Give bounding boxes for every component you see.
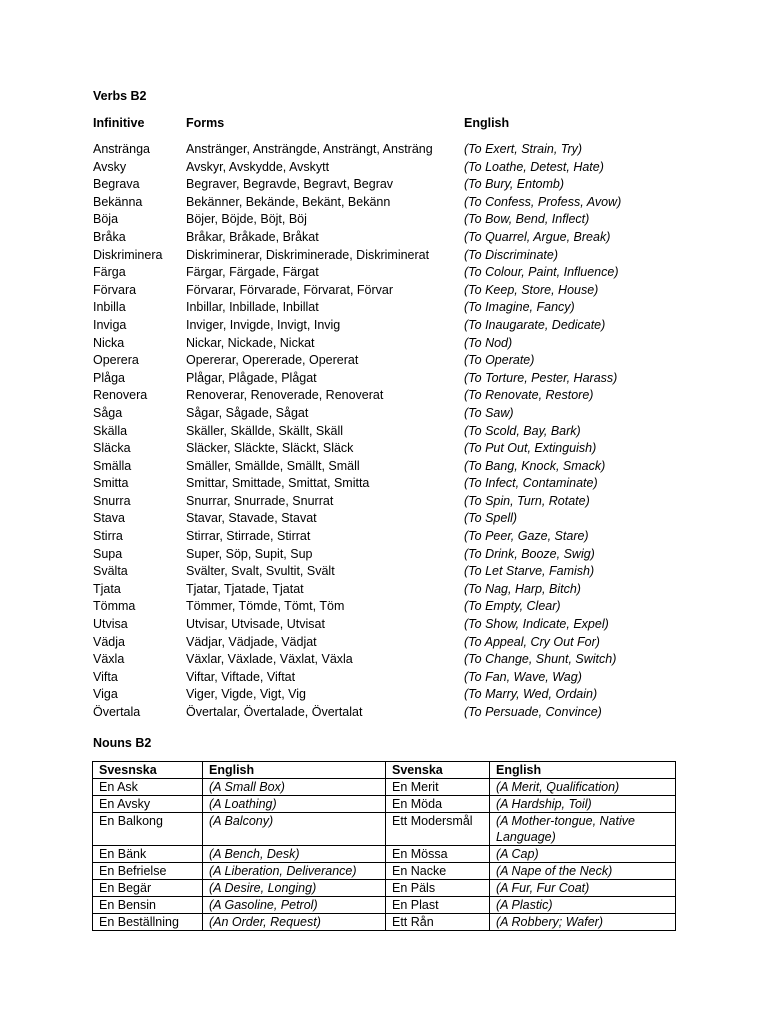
verb-forms: Smittar, Smittade, Smittat, Smitta xyxy=(186,476,370,491)
verb-forms: Viftar, Viftade, Viftat xyxy=(186,669,296,684)
verb-row xyxy=(0,546,768,564)
verb-row xyxy=(0,528,768,546)
verb-english: (To Scold, Bay, Bark) xyxy=(464,423,581,438)
noun-svenska: En Plast xyxy=(386,897,490,914)
verb-infinitive: Såga xyxy=(93,405,123,420)
verb-forms: Övertalar, Övertalade, Övertalat xyxy=(186,705,363,719)
nouns-table-body xyxy=(93,779,676,931)
noun-english: (A Robbery; Wafer) xyxy=(490,914,676,931)
verb-row xyxy=(0,423,768,441)
verb-infinitive: Utvisa xyxy=(93,617,128,632)
verb-infinitive: Nicka xyxy=(93,335,125,350)
verb-english: (To Drink, Booze, Swig) xyxy=(464,546,595,561)
verb-english: (To Torture, Pester, Harass) xyxy=(464,370,618,385)
verb-row xyxy=(0,563,768,581)
noun-svenska: En Ask xyxy=(93,779,203,796)
verb-infinitive: Plåga xyxy=(93,370,125,385)
noun-english: (An Order, Request) xyxy=(203,914,386,931)
verb-infinitive: Stirra xyxy=(93,529,123,544)
verb-infinitive: Operera xyxy=(93,353,139,368)
nouns-table xyxy=(92,761,676,931)
verb-forms: Färgar, Färgade, Färgat xyxy=(186,265,319,280)
noun-english: (A Mother-tongue, Native Language) xyxy=(490,813,676,846)
noun-row xyxy=(93,796,676,813)
verb-english: (To Keep, Store, House) xyxy=(464,282,599,297)
verb-row xyxy=(0,510,768,528)
noun-svenska: En Mössa xyxy=(386,846,490,863)
verb-forms: Bekänner, Bekände, Bekänt, Bekänn xyxy=(186,194,391,209)
verb-english: (To Spell) xyxy=(464,511,518,526)
verb-infinitive: Vädja xyxy=(93,634,125,649)
noun-english: (A Hardship, Toil) xyxy=(490,796,676,813)
verb-english: (To Loathe, Detest, Hate) xyxy=(464,159,604,174)
verb-english: (To Renovate, Restore) xyxy=(464,388,594,403)
noun-english: (A Cap) xyxy=(490,846,676,863)
noun-svenska: En Möda xyxy=(386,796,490,813)
noun-row xyxy=(93,880,676,897)
verb-forms: Inviger, Invigde, Invigt, Invig xyxy=(186,317,341,332)
verb-forms: Anstränger, Ansträngde, Ansträngt, Ansträng xyxy=(186,142,433,156)
verb-forms: Bråkar, Bråkade, Bråkat xyxy=(186,229,319,244)
verb-forms: Nickar, Nickade, Nickat xyxy=(186,335,315,350)
verb-english: (To Discriminate) xyxy=(464,247,559,262)
noun-svenska: En Befrielse xyxy=(93,863,203,880)
verb-forms: Renoverar, Renoverade, Renoverat xyxy=(186,388,384,403)
verb-row xyxy=(0,159,768,177)
verb-infinitive: Färga xyxy=(93,265,126,280)
noun-svenska: En Begär xyxy=(93,880,203,897)
verb-row xyxy=(0,387,768,405)
header-infinitive: Infinitive xyxy=(93,116,145,130)
verb-row xyxy=(0,282,768,300)
verb-english: (To Colour, Paint, Influence) xyxy=(464,265,619,280)
verb-forms: Super, Söp, Supit, Sup xyxy=(186,546,313,561)
verb-forms: Utvisar, Utvisade, Utvisat xyxy=(186,617,325,632)
verb-infinitive: Inbilla xyxy=(93,300,126,315)
verb-infinitive: Tömma xyxy=(93,599,136,614)
verb-row xyxy=(0,686,768,704)
verb-infinitive: Förvara xyxy=(93,282,137,297)
verb-forms: Snurrar, Snurrade, Snurrat xyxy=(186,493,334,508)
verb-infinitive: Inviga xyxy=(93,317,127,332)
verb-forms: Diskriminerar, Diskriminerade, Diskriminerat xyxy=(186,247,430,262)
noun-svenska: En Nacke xyxy=(386,863,490,880)
noun-row xyxy=(93,779,676,796)
verb-english: (To Bang, Knock, Smack) xyxy=(464,458,606,473)
verb-english: (To Imagine, Fancy) xyxy=(464,300,575,315)
verb-infinitive: Böja xyxy=(93,212,119,227)
verb-row xyxy=(0,247,768,265)
verb-forms: Sågar, Sågade, Sågat xyxy=(186,405,309,420)
verb-forms: Växlar, Växlade, Växlat, Växla xyxy=(186,652,353,667)
verb-forms: Släcker, Släckte, Släckt, Släck xyxy=(186,441,354,456)
verb-forms: Tjatar, Tjatade, Tjatat xyxy=(186,581,304,596)
verb-infinitive: Svälta xyxy=(93,564,128,579)
noun-svenska: En Beställning xyxy=(93,914,203,931)
noun-row xyxy=(93,846,676,863)
verb-forms: Viger, Vigde, Vigt, Vig xyxy=(186,687,307,702)
verb-forms: Opererar, Opererade, Opererat xyxy=(186,353,359,368)
noun-svenska: En Päls xyxy=(386,880,490,897)
verb-row xyxy=(0,669,768,687)
verb-english: (To Empty, Clear) xyxy=(464,599,561,614)
noun-english: (A Fur, Fur Coat) xyxy=(490,880,676,897)
verbs-table-header xyxy=(0,115,768,132)
verb-english: (To Confess, Profess, Avow) xyxy=(464,194,622,209)
verb-infinitive: Renovera xyxy=(93,388,148,403)
noun-english: (A Gasoline, Petrol) xyxy=(203,897,386,914)
verb-row xyxy=(0,352,768,370)
header-svenska-2: Svenska xyxy=(386,762,490,779)
verb-infinitive: Snurra xyxy=(93,493,131,508)
verb-infinitive: Supa xyxy=(93,546,123,561)
noun-svenska: En Bensin xyxy=(93,897,203,914)
verb-english: (To Bury, Entomb) xyxy=(464,177,565,192)
verb-row xyxy=(0,475,768,493)
verb-list xyxy=(0,141,768,722)
verb-english: (To Nag, Harp, Bitch) xyxy=(464,581,581,596)
verb-english: (To Saw) xyxy=(464,405,514,420)
verb-forms: Smäller, Smällde, Smällt, Smäll xyxy=(186,458,360,473)
verb-forms: Plågar, Plågade, Plågat xyxy=(186,370,317,385)
verb-english: (To Change, Shunt, Switch) xyxy=(464,652,617,667)
verb-infinitive: Stava xyxy=(93,511,125,526)
verb-row xyxy=(0,458,768,476)
verb-infinitive: Vifta xyxy=(93,669,118,684)
verb-english: (To Bow, Bend, Inflect) xyxy=(464,212,590,227)
header-svenska-1: Svesnska xyxy=(93,762,203,779)
verb-forms: Avskyr, Avskydde, Avskytt xyxy=(186,159,330,174)
noun-svenska: Ett Modersmål xyxy=(386,813,490,846)
verb-english: (To Peer, Gaze, Stare) xyxy=(464,529,589,544)
verb-infinitive: Skälla xyxy=(93,423,128,438)
verb-infinitive: Övertala xyxy=(93,705,141,719)
verb-forms: Skäller, Skällde, Skällt, Skäll xyxy=(186,423,344,438)
header-english: English xyxy=(464,116,510,130)
verb-forms: Stavar, Stavade, Stavat xyxy=(186,511,317,526)
verb-row xyxy=(0,581,768,599)
verb-row xyxy=(0,651,768,669)
noun-english: (A Bench, Desk) xyxy=(203,846,386,863)
verb-english: (To Fan, Wave, Wag) xyxy=(464,669,582,684)
header-english-2: English xyxy=(490,762,676,779)
noun-svenska: En Merit xyxy=(386,779,490,796)
verb-infinitive: Diskriminera xyxy=(93,247,163,262)
verb-row xyxy=(0,176,768,194)
noun-english: (A Liberation, Deliverance) xyxy=(203,863,386,880)
verb-row xyxy=(0,229,768,247)
noun-row xyxy=(93,863,676,880)
verb-row xyxy=(0,211,768,229)
noun-english: (A Loathing) xyxy=(203,796,386,813)
verb-forms: Svälter, Svalt, Svultit, Svält xyxy=(186,564,335,579)
verb-infinitive: Tjata xyxy=(93,581,121,596)
verb-english: (To Exert, Strain, Try) xyxy=(464,142,583,156)
verb-row xyxy=(0,194,768,212)
noun-english: (A Plastic) xyxy=(490,897,676,914)
verb-row xyxy=(0,405,768,423)
noun-english: (A Desire, Longing) xyxy=(203,880,386,897)
verb-row xyxy=(0,264,768,282)
noun-svenska: En Avsky xyxy=(93,796,203,813)
verb-english: (To Inaugarate, Dedicate) xyxy=(464,317,606,332)
verb-row xyxy=(0,299,768,317)
verb-forms: Vädjar, Vädjade, Vädjat xyxy=(186,634,317,649)
verb-english: (To Nod) xyxy=(464,335,513,350)
verb-english: (To Infect, Contaminate) xyxy=(464,476,598,491)
verb-english: (To Show, Indicate, Expel) xyxy=(464,617,609,632)
verb-english: (To Spin, Turn, Rotate) xyxy=(464,493,590,508)
verb-infinitive: Släcka xyxy=(93,441,131,456)
verb-row xyxy=(0,335,768,353)
verb-row xyxy=(0,704,768,722)
verb-english: (To Persuade, Convince) xyxy=(464,705,602,719)
verb-forms: Inbillar, Inbillade, Inbillat xyxy=(186,300,319,315)
noun-english: (A Nape of the Neck) xyxy=(490,863,676,880)
noun-english: (A Small Box) xyxy=(203,779,386,796)
verb-forms: Begraver, Begravde, Begravt, Begrav xyxy=(186,177,394,192)
verb-forms: Böjer, Böjde, Böjt, Böj xyxy=(186,212,307,227)
verb-infinitive: Viga xyxy=(93,687,118,702)
noun-english: (A Balcony) xyxy=(203,813,386,846)
noun-row xyxy=(93,914,676,931)
verb-english: (To Put Out, Extinguish) xyxy=(464,441,597,456)
nouns-table-header-row xyxy=(93,762,676,779)
verb-forms: Stirrar, Stirrade, Stirrat xyxy=(186,529,311,544)
noun-svenska: En Balkong xyxy=(93,813,203,846)
verbs-section-title: Verbs B2 xyxy=(93,89,147,103)
verb-row xyxy=(0,317,768,335)
verb-english: (To Let Starve, Famish) xyxy=(464,564,595,579)
header-english-1: English xyxy=(203,762,386,779)
verb-infinitive: Smälla xyxy=(93,458,132,473)
verb-row xyxy=(0,370,768,388)
noun-svenska: Ett Rån xyxy=(386,914,490,931)
noun-row xyxy=(93,813,676,846)
verb-english: (To Operate) xyxy=(464,353,535,368)
header-forms: Forms xyxy=(186,116,225,130)
verb-english: (To Appeal, Cry Out For) xyxy=(464,634,600,649)
verb-row xyxy=(0,493,768,511)
noun-svenska: En Bänk xyxy=(93,846,203,863)
noun-row xyxy=(93,897,676,914)
verb-english: (To Marry, Wed, Ordain) xyxy=(464,687,598,702)
verb-row xyxy=(0,440,768,458)
verb-infinitive: Begrava xyxy=(93,177,140,192)
nouns-section-title: Nouns B2 xyxy=(93,736,152,750)
verb-infinitive: Bekänna xyxy=(93,194,143,209)
verb-english: (To Quarrel, Argue, Break) xyxy=(464,229,611,244)
verb-infinitive: Bråka xyxy=(93,229,126,244)
verb-row xyxy=(0,634,768,652)
verb-infinitive: Anstränga xyxy=(93,142,150,156)
verb-forms: Tömmer, Tömde, Tömt, Töm xyxy=(186,599,345,614)
verb-row xyxy=(0,141,768,159)
verb-infinitive: Smitta xyxy=(93,476,129,491)
noun-english: (A Merit, Qualification) xyxy=(490,779,676,796)
verb-infinitive: Avsky xyxy=(93,159,127,174)
verb-row xyxy=(0,598,768,616)
verb-row xyxy=(0,616,768,634)
verb-infinitive: Växla xyxy=(93,652,125,667)
verb-forms: Förvarar, Förvarade, Förvarat, Förvar xyxy=(186,282,394,297)
